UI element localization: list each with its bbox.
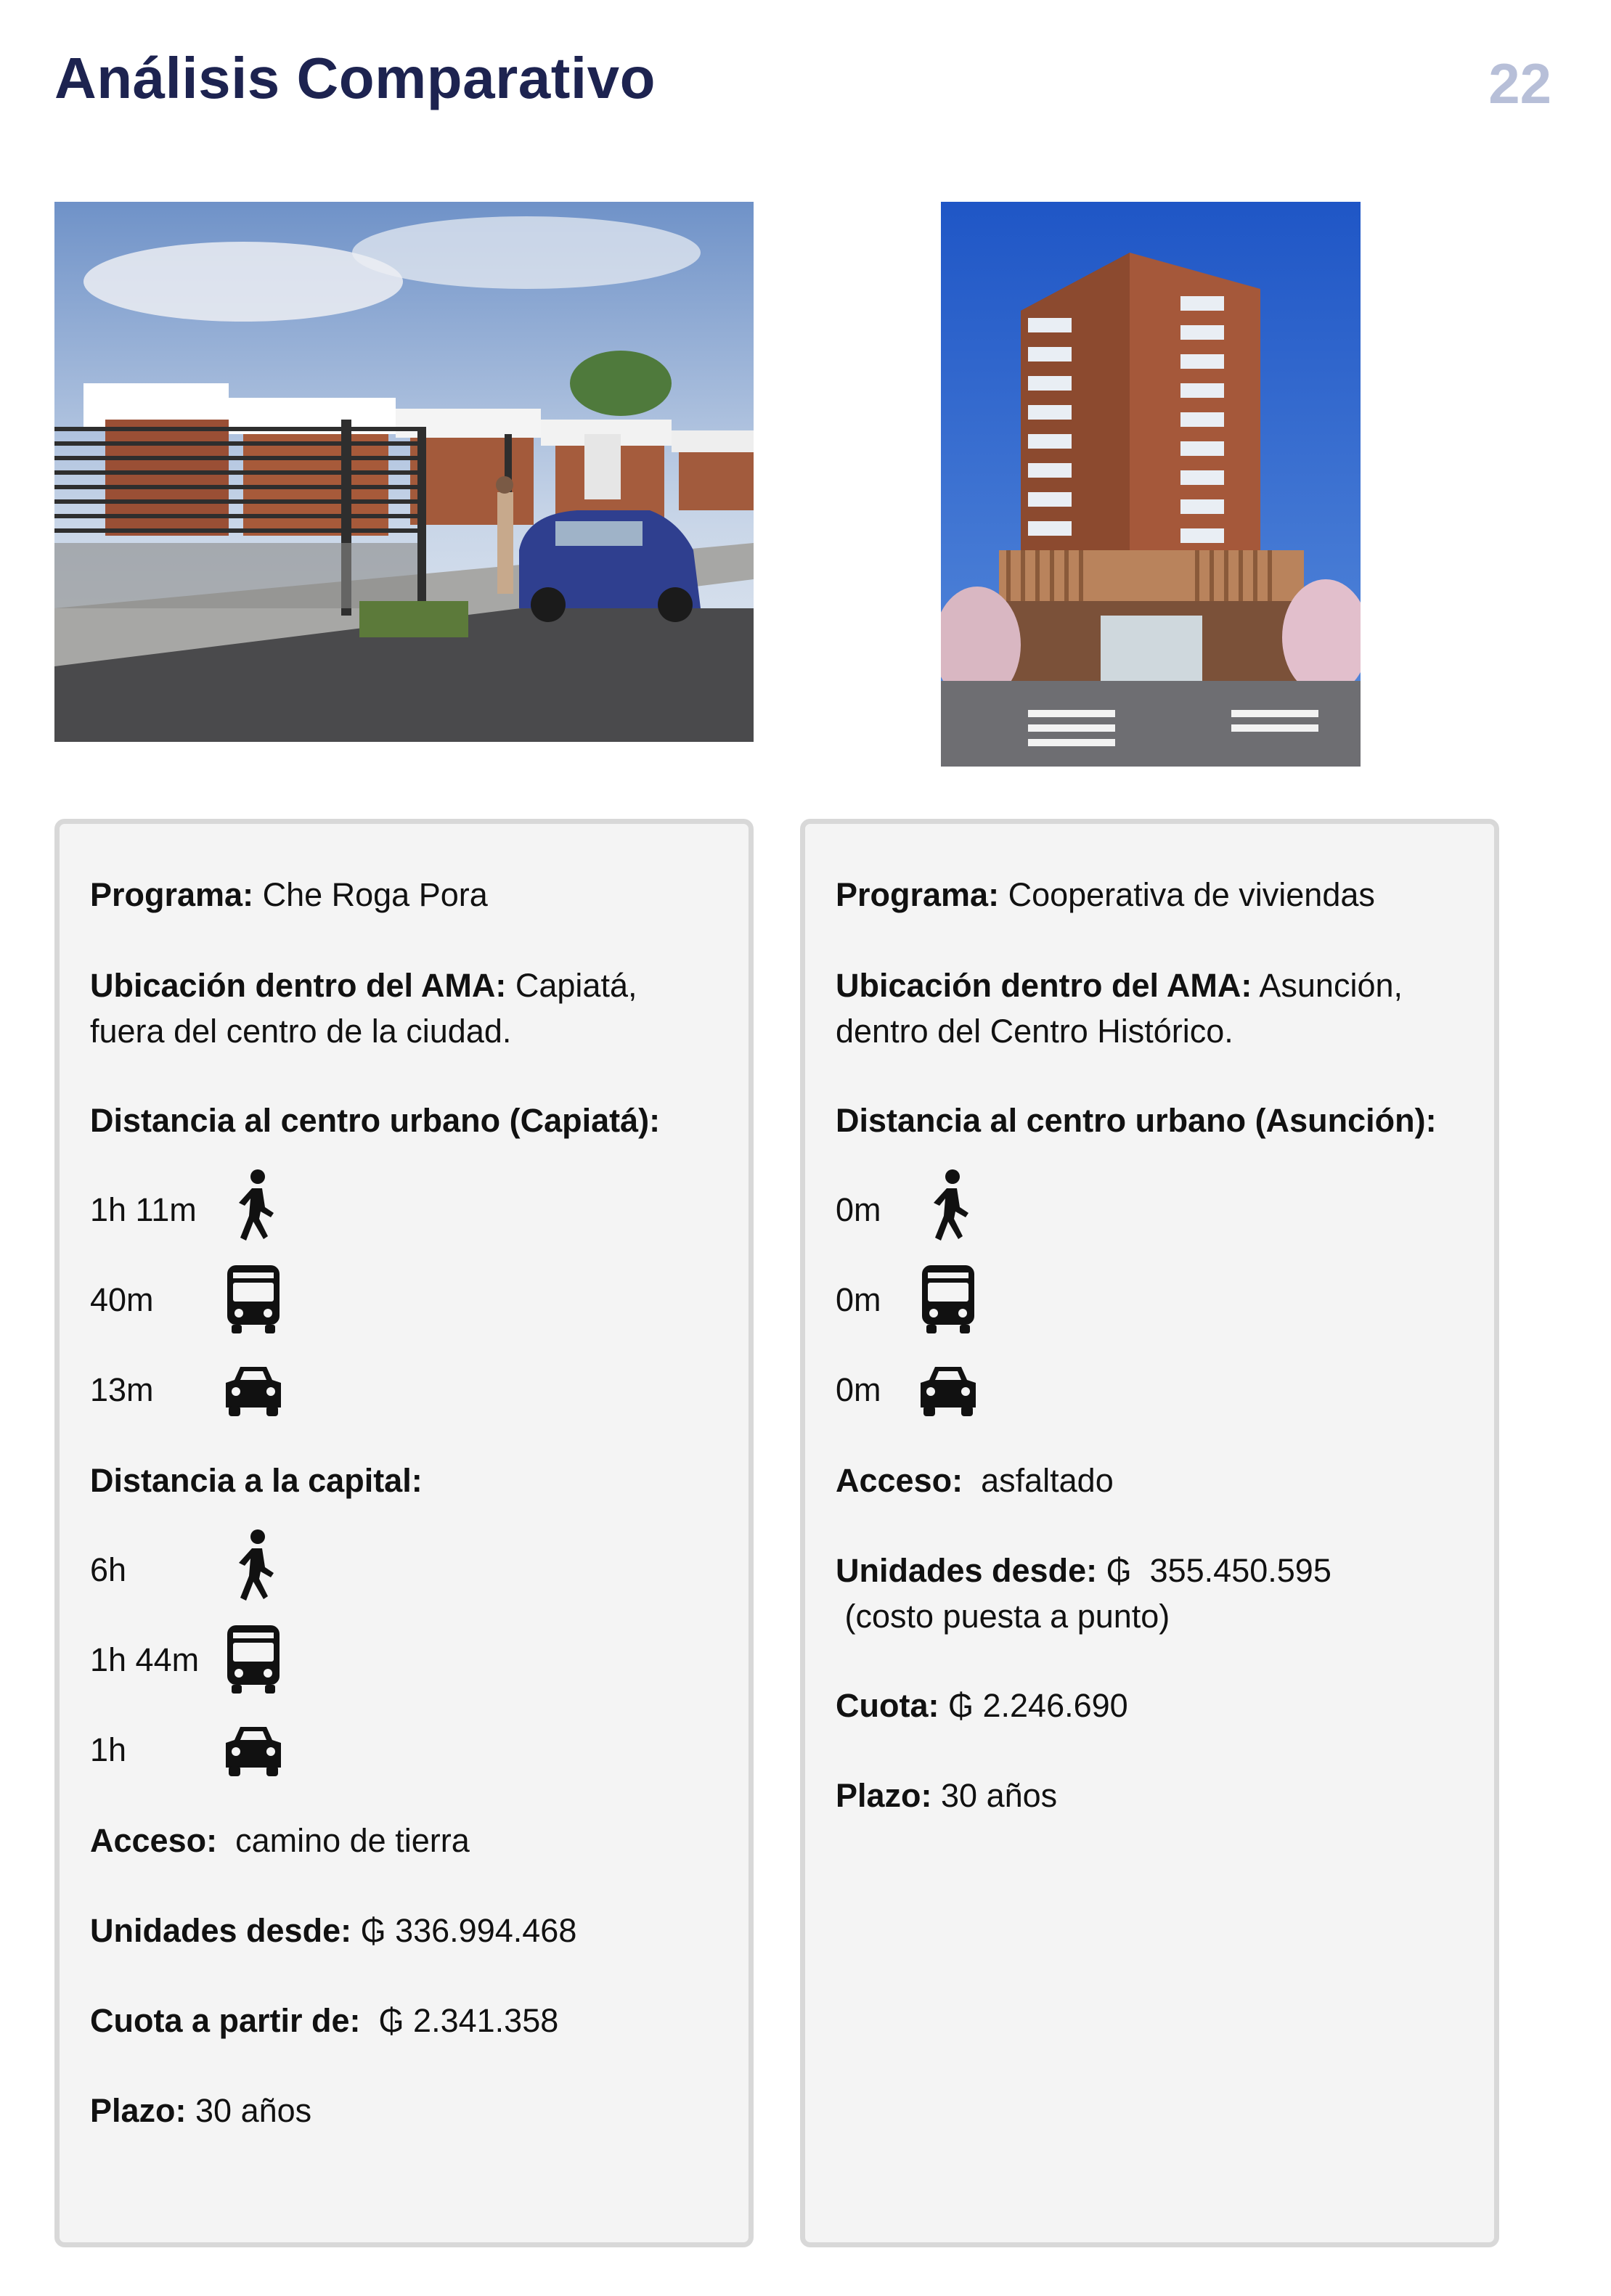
dist-urban-car: 13m <box>90 1345 526 1432</box>
dist-urban-walk: 0m <box>836 1165 1271 1252</box>
bus-icon <box>217 1255 290 1342</box>
dist-capital-walk: 6h <box>90 1525 526 1612</box>
photo-building <box>941 202 1361 767</box>
dist-capital-bus: 1h 44m <box>90 1615 526 1702</box>
location-row: Ubicación dentro del AMA: Asunción, <box>836 967 1403 1004</box>
term-row: Plazo: 30 años <box>90 2092 312 2129</box>
program-row: Programa: Che Roga Pora <box>90 876 488 913</box>
term-row: Plazo: 30 años <box>836 1777 1058 1814</box>
units-row: Unidades desde: ₲ 336.994.468 <box>90 1912 577 1949</box>
walk-icon <box>912 1165 984 1252</box>
card-cooperativa <box>800 819 1499 2247</box>
card-che-roga-pora <box>54 819 754 2247</box>
car-icon <box>912 1345 984 1432</box>
car-icon <box>217 1345 290 1432</box>
dist-capital-label: Distancia a la capital: <box>90 1462 423 1499</box>
dist-urban-label: Distancia al centro urbano (Asunción): <box>836 1102 1437 1139</box>
location-row-2: fuera del centro de la ciudad. <box>90 1013 512 1050</box>
quota-row: Cuota: ₲ 2.246.690 <box>836 1687 1128 1724</box>
units-note: (costo puesta a punto) <box>836 1598 1170 1635</box>
dist-urban-car: 0m <box>836 1345 1271 1432</box>
page-number: 22 <box>1488 52 1551 115</box>
location-row: Ubicación dentro del AMA: Capiatá, <box>90 967 637 1004</box>
walk-icon <box>217 1525 290 1612</box>
program-row: Programa: Cooperativa de viviendas <box>836 876 1375 913</box>
page-title: Análisis Comparativo <box>54 46 656 110</box>
walk-icon <box>217 1165 290 1252</box>
dist-capital-car: 1h <box>90 1705 526 1792</box>
photo-houses <box>54 202 754 742</box>
access-row: Acceso: camino de tierra <box>90 1822 470 1859</box>
quota-row: Cuota a partir de: ₲ 2.341.358 <box>90 2002 559 2039</box>
dist-urban-bus: 0m <box>836 1255 1271 1342</box>
dist-urban-bus: 40m <box>90 1255 526 1342</box>
bus-icon <box>217 1615 290 1702</box>
units-row: Unidades desde: ₲ 355.450.595 <box>836 1552 1331 1589</box>
access-row: Acceso: asfaltado <box>836 1462 1114 1499</box>
bus-icon <box>912 1255 984 1342</box>
dist-urban-walk: 1h 11m <box>90 1165 526 1252</box>
dist-urban-label: Distancia al centro urbano (Capiatá): <box>90 1102 661 1139</box>
car-icon <box>217 1705 290 1792</box>
location-row-2: dentro del Centro Histórico. <box>836 1013 1233 1050</box>
